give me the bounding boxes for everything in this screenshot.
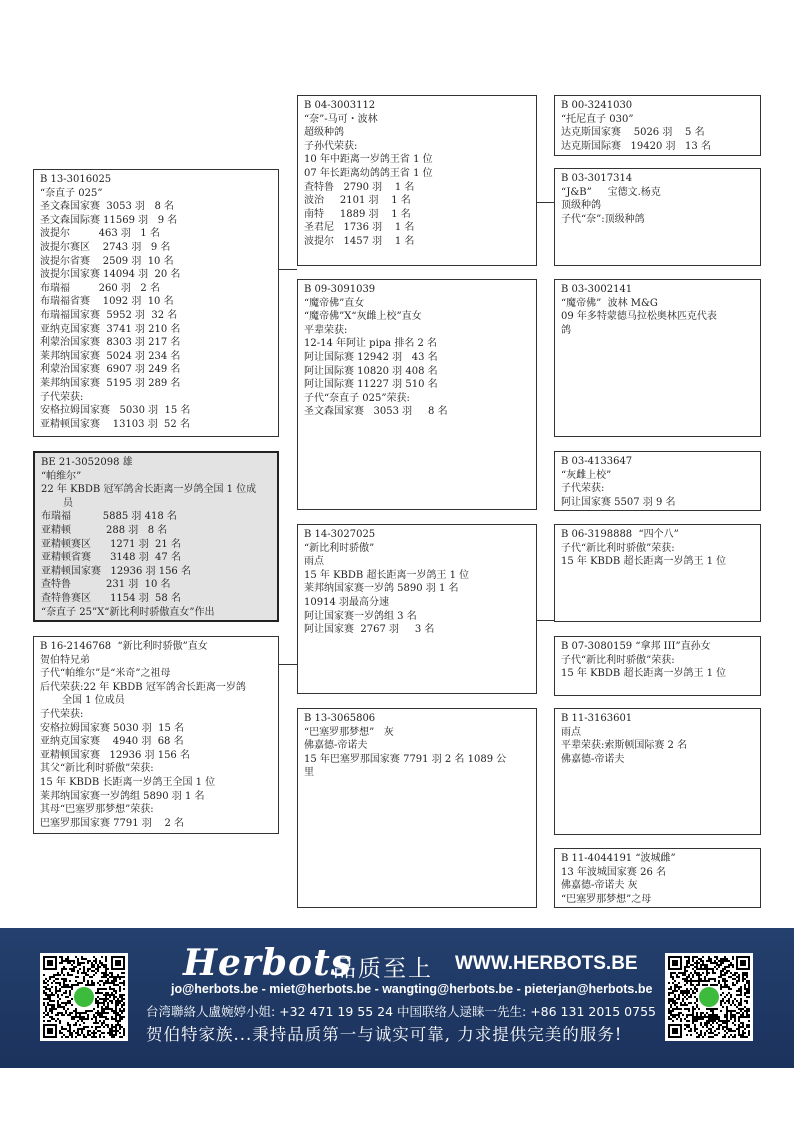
pedigree-box-sire <box>33 169 279 437</box>
pedigree-line: 巴塞罗那国家赛 7791 羽 2 名 <box>40 817 185 829</box>
pedigree-line: 全国 1 位成员 <box>62 695 125 707</box>
connector-line <box>537 620 554 621</box>
connector-line <box>279 269 297 270</box>
pedigree-line: 亚纳克国家赛 3741 羽 210 名 <box>40 323 181 335</box>
pedigree-line: 子代荣获: <box>40 391 84 403</box>
pedigree-line: 亚精顿国家赛 13103 羽 52 名 <box>40 418 190 430</box>
pedigree-line: 平辈荣获: <box>304 324 348 336</box>
pedigree-line: 雨点 <box>304 556 324 568</box>
pedigree-box-dss <box>554 524 761 622</box>
pedigree-line: 圣君尼 1736 羽 1 名 <box>304 222 415 234</box>
pedigree-line: 子代“奈直子 025”荣获: <box>304 392 410 404</box>
pedigree-line: 12-14 年阿让 pipa 排名 2 名 <box>304 338 438 350</box>
pedigree-line: 阿让国家赛一岁鸽组 3 名 <box>304 610 417 622</box>
footer-banner <box>0 928 794 1068</box>
pedigree-line: 10 年中距离一岁鸽王省 1 位 <box>304 154 433 166</box>
pedigree-line: 查特鲁 2790 羽 1 名 <box>304 181 415 193</box>
ring-number: B 14-3027025 <box>304 529 376 540</box>
pedigree-line: “新比利时骄傲” <box>304 542 375 554</box>
qr-code-line-icon[interactable] <box>40 953 128 1041</box>
qr-code-wechat-icon[interactable] <box>665 953 753 1041</box>
pedigree-line: 圣文森国际赛 11569 羽 9 名 <box>40 214 178 226</box>
pedigree-line: 波治 2101 羽 1 名 <box>304 195 411 207</box>
ring-number: BE 21-3052098 雄 <box>41 457 133 468</box>
ring-number: B 03-4133647 <box>561 456 633 467</box>
pedigree-line: 子代“帕维尔”是“米奇”之祖母 <box>40 668 171 680</box>
pedigree-line: 雨点 <box>561 726 581 738</box>
pedigree-line: 07 年长距离幼鸽鸽王省 1 位 <box>304 167 433 179</box>
pedigree-line: “巴塞罗那梦想”之母 <box>561 893 652 905</box>
pedigree-line: 阿让国际赛 12942 羽 43 名 <box>304 351 438 363</box>
pedigree-line: “奈直子 25”X“新比利时骄傲直女”作出 <box>41 606 215 618</box>
brand-slogan: 品质至上 <box>333 956 433 982</box>
pedigree-line: 亚精顿国家赛 12936 羽 156 名 <box>41 565 191 577</box>
ring-number: B 11-4044191 “波城雌” <box>561 853 676 864</box>
pedigree-line: 15 年 KBDB 长距离一岁鸽王全国 1 位 <box>40 776 216 788</box>
pedigree-line: 15 年 KBDB 超长距离一岁鸽王 1 位 <box>304 569 470 581</box>
pedigree-box-sds <box>554 279 761 437</box>
pedigree-line: 鸽 <box>561 324 571 336</box>
pedigree-line: 里 <box>304 767 314 779</box>
pedigree-line: 佛嘉德-帝诺夫 灰 <box>561 880 638 892</box>
pedigree-line: 亚纳克国家赛 4940 羽 68 名 <box>40 736 184 748</box>
pedigree-line: 其父“新比利时骄傲”荣获: <box>40 763 154 775</box>
pedigree-line: 莱邦纳国家赛一岁鸽 5890 羽 1 名 <box>304 583 459 595</box>
pedigree-line: 波提尔省赛 2509 羽 10 名 <box>40 255 174 267</box>
pedigree-line: 圣文森国家赛 3053 羽 8 名 <box>304 406 448 418</box>
family-motto: 贺伯特家族...秉持品质第一与诚实可靠, 力求提供完美的服务! <box>146 1025 623 1044</box>
pedigree-line: 安格拉姆国家赛 5030 羽 15 名 <box>40 405 191 417</box>
ring-number: B 06-3198888 “四个八” <box>561 529 679 540</box>
pedigree-box-dam <box>33 636 279 834</box>
pedigree-line: 波提尔 463 羽 1 名 <box>40 228 160 240</box>
pedigree-line: 波提尔国家赛 14094 羽 20 名 <box>40 269 181 281</box>
pedigree-line: 13 年波城国家赛 26 名 <box>561 866 666 878</box>
pedigree-line: 亚精顿 288 羽 8 名 <box>41 524 168 536</box>
pedigree-line: 布瑞福省赛 1092 羽 10 名 <box>40 296 174 308</box>
pedigree-line: 亚精顿赛区 1271 羽 21 名 <box>41 538 181 550</box>
connector-line <box>537 202 554 203</box>
ring-number: B 09-3091039 <box>304 284 376 295</box>
pedigree-line: “帕维尔” <box>41 470 82 482</box>
pedigree-line: 亚精顿省赛 3148 羽 47 名 <box>41 552 181 564</box>
pedigree-box-dam-dam <box>297 708 537 908</box>
pedigree-line: 利蒙治国家赛 6907 羽 249 名 <box>40 364 181 376</box>
pedigree-line: 安格拉姆国家赛 5030 羽 15 名 <box>40 722 185 734</box>
pedigree-box-subject <box>33 451 279 622</box>
pedigree-line: 圣文森国家赛 3053 羽 8 名 <box>40 201 175 213</box>
pedigree-line: 阿让国际赛 10820 羽 408 名 <box>304 365 438 377</box>
pedigree-line: 波提尔 1457 羽 1 名 <box>304 235 415 247</box>
ring-number: B 03-3002141 <box>561 284 633 295</box>
pedigree-line: 后代荣获:22 年 KBDB 冠军鸽舍长距离一岁鸽 <box>40 681 246 693</box>
pedigree-line: 贺伯特兄弟 <box>40 654 90 666</box>
ring-number: B 07-3080159 “拿邦 III”直孙女 <box>561 641 711 652</box>
pedigree-line: 查特鲁赛区 1154 羽 58 名 <box>41 592 181 604</box>
pedigree-line: 达克斯国际赛 19420 羽 13 名 <box>561 140 711 152</box>
pedigree-line: 子代荣获: <box>561 483 605 495</box>
pedigree-line: 查特鲁 231 羽 10 名 <box>41 579 171 591</box>
contact-phones: 台湾聯絡人盧婉婷小姐: +32 471 19 55 24 中国联络人逯睐一先生: +86 131 2015 0755 <box>146 1004 656 1019</box>
pedigree-line: 布瑞福 260 羽 2 名 <box>40 282 160 294</box>
ring-number: B 04-3003112 <box>304 100 376 111</box>
brand-logo: Herbots <box>183 942 352 984</box>
pedigree-box-ssd <box>554 168 761 266</box>
pedigree-line: “魔帝佛”直女 <box>304 297 365 309</box>
pedigree-line: 莱邦纳国家赛 5195 羽 289 名 <box>40 377 181 389</box>
connector-line <box>279 664 297 665</box>
pedigree-line: 南特 1889 羽 1 名 <box>304 208 411 220</box>
pedigree-line: 09 年多特蒙德马拉松奥林匹克代表 <box>561 311 717 323</box>
pedigree-line: 子孙代荣获: <box>304 140 358 152</box>
pedigree-line: 佛嘉德-帝诺夫 <box>304 740 368 752</box>
pedigree-line: 15 年巴塞罗那国家赛 7791 羽 2 名 1089 公 <box>304 753 507 765</box>
pedigree-line: “奈”-马可・波林 <box>304 113 378 125</box>
pedigree-line: 阿让国际赛 11227 羽 510 名 <box>304 379 438 391</box>
pedigree-box-sire-sire <box>297 95 537 266</box>
pedigree-box-sdd <box>554 451 761 511</box>
pedigree-line: 阿让国家赛 5507 羽 9 名 <box>561 496 676 508</box>
pedigree-line: “魔帝佛”X“灰雌上校”直女 <box>304 311 422 323</box>
pedigree-line: “灰雌上校” <box>561 469 612 481</box>
pedigree-line: 22 年 KBDB 冠军鸽舍长距离一岁鸽全国 1 位成 <box>41 484 257 496</box>
pedigree-box-sire-dam <box>297 279 537 510</box>
ring-number: B 13-3065806 <box>304 713 376 724</box>
pedigree-line: 平辈荣获:索斯顿国际赛 2 名 <box>561 740 688 752</box>
pedigree-line: 布瑞福 5885 羽 418 名 <box>41 511 177 523</box>
pedigree-line: “魔帝佛” 波林 M&G <box>561 297 658 309</box>
pedigree-line: 佛嘉德-帝诺夫 <box>561 753 625 765</box>
pedigree-box-dam-sire <box>297 524 537 694</box>
pedigree-line: 利蒙治国家赛 8303 羽 217 名 <box>40 337 181 349</box>
pedigree-line: 亚精顿国家赛 12936 羽 156 名 <box>40 749 190 761</box>
pedigree-line: 超级种鸽 <box>304 127 344 139</box>
pedigree-line: “巴塞罗那梦想” 灰 <box>304 726 394 738</box>
pedigree-line: 阿让国家赛 2767 羽 3 名 <box>304 624 435 636</box>
pedigree-line: 布瑞福国家赛 5952 羽 32 名 <box>40 309 178 321</box>
pedigree-line: 子代荣获: <box>40 708 84 720</box>
pedigree-line: 15 年 KBDB 超长距离一岁鸽王 1 位 <box>561 668 727 680</box>
pedigree-box-dds <box>554 708 761 835</box>
contact-emails[interactable]: jo@herbots.be - miet@herbots.be - wangting@herbots.be - pieterjan@herbots.be <box>171 982 653 996</box>
ring-number: B 00-3241030 <box>561 100 633 111</box>
ring-number: B 13-3016025 <box>40 174 112 185</box>
pedigree-line: 10914 羽最高分速 <box>304 596 389 608</box>
pedigree-box-sss <box>554 95 761 156</box>
pedigree-line: 莱邦纳国家赛一岁鸽组 5890 羽 1 名 <box>40 790 205 802</box>
pedigree-line: 顶级种鸽 <box>561 200 601 212</box>
pedigree-line: 达克斯国家赛 5026 羽 5 名 <box>561 127 705 139</box>
pedigree-line: “托尼直子 030” <box>561 113 634 125</box>
pedigree-line: 莱邦纳国家赛 5024 羽 234 名 <box>40 350 181 362</box>
pedigree-line: “J&B” 宝德文.杨克 <box>561 186 661 198</box>
pedigree-line: 子代“新比利时骄傲”荣获: <box>561 542 675 554</box>
website-link[interactable]: WWW.HERBOTS.BE <box>455 953 638 974</box>
ring-number: B 11-3163601 <box>561 713 633 724</box>
pedigree-line: 波提尔赛区 2743 羽 9 名 <box>40 241 171 253</box>
ring-number: B 16-2146768 “新比利时骄傲”直女 <box>40 641 208 652</box>
pedigree-line: 员 <box>63 497 73 509</box>
pedigree-line: 其母“巴塞罗那梦想”荣获: <box>40 804 154 816</box>
pedigree-box-ddd <box>554 848 761 908</box>
pedigree-line: 15 年 KBDB 超长距离一岁鸽王 1 位 <box>561 556 727 568</box>
pedigree-line: 子代“奈”:顶级种鸽 <box>561 213 645 225</box>
pedigree-line: 子代“新比利时骄傲”荣获: <box>561 654 675 666</box>
pedigree-box-dsd <box>554 636 761 696</box>
pedigree-line: “奈直子 025” <box>40 187 103 199</box>
ring-number: B 03-3017314 <box>561 173 633 184</box>
